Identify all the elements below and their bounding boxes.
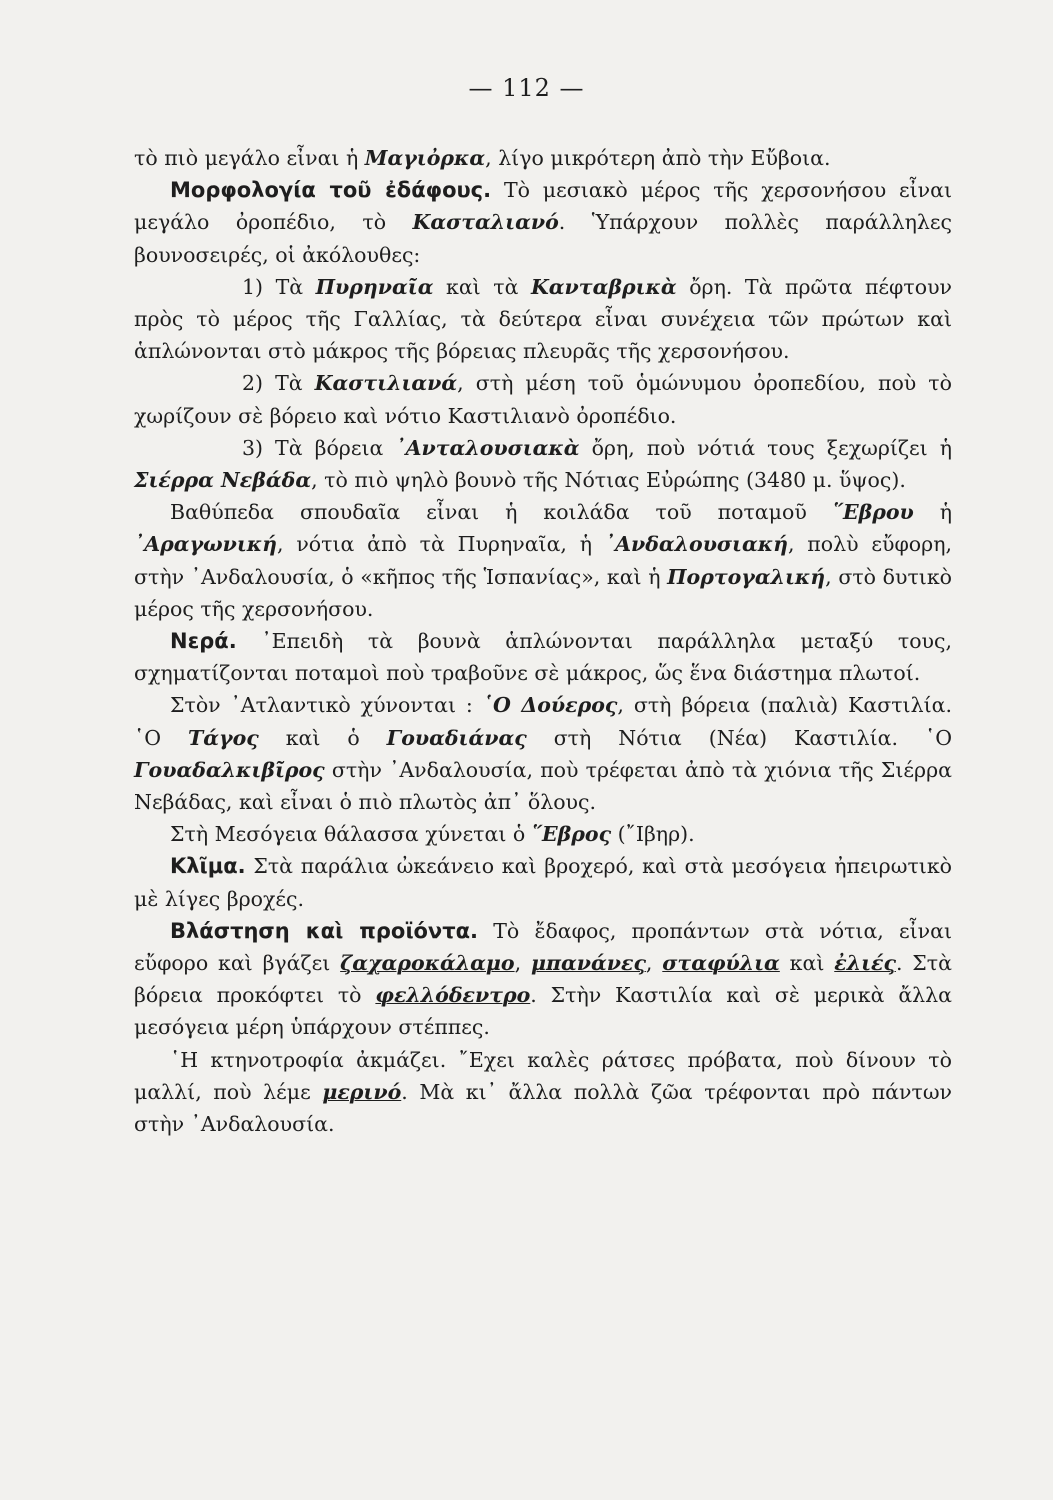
emphasis-guadalquivir: Γουαδαλκιβῖρος — [134, 757, 325, 782]
emphasis-ebro-river: ῞Εβρος — [531, 822, 612, 847]
text: , — [645, 951, 663, 976]
text: ὄρη, ποὺ νότιά τους ξεχωρίζει ἡ — [579, 435, 952, 460]
list-item-andalusian — [134, 432, 952, 496]
text: καὶ — [779, 951, 835, 976]
text: , πολὺ εὔφορη, στὴν ᾿Ανδαλουσία, ὁ «κῆπος τῆς Ἱσπανίας», καὶ ἡ — [134, 532, 952, 589]
text: Τὸ ἔδαφος, προπάντων στὰ νότια, εἶναι εὔφορο καὶ βγάζει — [134, 918, 952, 976]
emphasis-merino: μερινό — [322, 1079, 402, 1104]
text: , νότια ἀπὸ τὰ Πυρηναῖα, ἡ — [277, 532, 605, 557]
emphasis-aragonese: ᾿Αραγωνική — [134, 532, 278, 557]
paragraph-vegetation — [134, 915, 952, 1044]
paragraph-morphology — [134, 174, 952, 271]
text: Στὴ Μεσόγεια θάλασσα χύνεται ὁ — [170, 822, 532, 847]
text: στὴν ᾿Ανδαλουσία, ποὺ τρέφεται ἀπὸ τὰ χιόνια τῆς Σιέρρα Νεβάδας, καὶ εἶναι ὁ πιὸ πλωτὸς ἀπ᾿ ὅλους. — [134, 757, 952, 815]
emphasis-olives: ἐλιές — [834, 951, 896, 976]
paragraph-mediterranean-rivers — [134, 818, 952, 850]
text: ὄρη. Τὰ πρῶτα πέφτουν πρὸς τὸ μέρος τῆς Γαλλίας, τὰ δεύτερα εἶναι συνέχεια τῶν πρώτων καὶ ἁπλώνονται στὸ μάκρος τῆς βόρειας πλευρᾶς τῆς χερσονήσου. — [134, 274, 953, 364]
emphasis-andalusian: ᾿Ανδαλουσιακή — [604, 532, 788, 557]
text: , τὸ πιὸ ψηλὸ βουνὸ τῆς Νότιας Εὐρώπης (3480 μ. ὕψος). — [311, 468, 906, 493]
paragraph-climate — [134, 850, 952, 914]
emphasis-cork-oak: φελλόδεντρο — [375, 983, 531, 1008]
text: , στὸ δυτικὸ μέρος τῆς χερσονήσου. — [134, 564, 952, 621]
text: . Μὰ κι᾿ ἄλλα πολλὰ ζῶα τρέφονται πρὸ πάντων στὴν ᾿Ανδαλουσία. — [134, 1079, 952, 1137]
page-number: — 112 — — [468, 74, 585, 102]
emphasis-andalusian-mountains: ᾿Ανταλουσιακὰ — [395, 435, 580, 460]
emphasis-castalian: Κασταλιανό — [412, 210, 559, 235]
text: στὴ Νότια (Νέα) Καστιλία. ῾Ο — [526, 725, 952, 750]
paragraph-atlantic-rivers — [134, 689, 952, 818]
text: Τὸ μεσιακὸ μέρος τῆς χερσονήσου εἶναι μεγάλο ὀροπέδιο, τὸ — [134, 178, 953, 235]
emphasis-grapes: σταφύλια — [662, 951, 780, 976]
text: 2) Τὰ — [242, 371, 315, 396]
text: 1) Τὰ — [242, 274, 316, 299]
text: 3) Τὰ βόρεια — [242, 435, 396, 460]
list-item-pyrenees — [134, 271, 952, 368]
text: , στὴ μέση τοῦ ὁμώνυμου ὀροπεδίου, ποὺ τὸ χωρίζουν σὲ βόρειο καὶ νότιο Καστιλιανὸ ὀροπέδιο. — [134, 371, 952, 428]
emphasis-castilian-mountains: Καστιλιανά — [314, 371, 458, 396]
text: Βαθύπεδα σπουδαῖα εἶναι ἡ κοιλάδα τοῦ ποταμοῦ — [170, 500, 833, 525]
text: (῎Ιβηρ). — [611, 822, 695, 847]
paragraph-intro — [134, 142, 952, 174]
text: , λίγο μικρότερη ἀπὸ τὴν Εὔβοια. — [485, 146, 831, 170]
text: . Στὴν Καστιλία καὶ σὲ μερικὰ ἄλλα μεσόγεια μέρη ὑπάρχουν στέππες. — [134, 983, 952, 1040]
section-heading-vegetation: Βλάστηση καὶ προϊόντα. — [170, 918, 479, 943]
text: . Ὑπάρχουν πολλὲς παράλληλες βουνοσειρές, οἱ ἀκόλουθες: — [134, 210, 952, 267]
text: . Στὰ βόρεια προκόφτει τὸ — [134, 951, 952, 1008]
paragraph-livestock — [134, 1044, 952, 1141]
emphasis-portuguese: Πορτογαλική — [667, 564, 826, 589]
text: Στὰ παράλια ὠκεάνειο καὶ βροχερό, καὶ στὰ μεσόγεια ἠπειρωτικὸ μὲ λίγες βροχές. — [134, 854, 952, 911]
emphasis-tagus: Τάγος — [188, 725, 259, 750]
page-body — [134, 142, 952, 1140]
emphasis-bananas: μπανάνες — [530, 951, 646, 976]
text: ἡ — [913, 500, 952, 525]
emphasis-majorca: Μαγιὀρκα — [364, 146, 486, 170]
emphasis-pyrenees: Πυρηναῖα — [315, 274, 434, 299]
text: καὶ ὁ — [258, 725, 387, 750]
text: Στὸν ᾿Ατλαντικὸ χύνονται : — [170, 693, 483, 718]
text: ῾Η κτηνοτροφία ἀκμάζει. ῎Εχει καλὲς ράτσες πρόβατα, ποὺ δίνουν τὸ μαλλί, ποὺ λέμε — [134, 1047, 952, 1104]
text: ᾿Επειδὴ τὰ βουνὰ ἁπλώνονται παράλληλα μεταξύ τους, σχηματίζονται ποταμοὶ ποὺ τραβοῦνε σὲ μάκρος, ὥς ἕνα διάστημα πλωτοί. — [134, 629, 952, 686]
emphasis-guadiana: Γουαδιάνας — [386, 725, 527, 750]
text: καὶ τὰ — [433, 274, 531, 299]
paragraph-valleys — [134, 496, 952, 625]
emphasis-douro: ῾Ο Δούερος — [482, 693, 618, 718]
section-heading-morphology: Μορφολογία τοῦ ἐδάφους. — [170, 178, 492, 203]
emphasis-cantabrian: Κανταβρικὰ — [530, 274, 677, 299]
list-item-castilian — [134, 367, 952, 431]
emphasis-sugarcane: ζαχαροκάλαμο — [340, 951, 515, 976]
paragraph-waters — [134, 625, 952, 689]
text: , στὴ βόρεια (παλιὰ) Καστιλία. ῾Ο — [134, 693, 952, 750]
emphasis-ebro: ῞Εβρου — [832, 500, 914, 525]
section-heading-climate: Κλῖμα. — [170, 854, 246, 879]
text: τὸ πιὸ μεγάλο εἶναι ἡ — [134, 146, 365, 170]
section-heading-waters: Νερά. — [170, 629, 237, 654]
emphasis-sierra-nevada: Σιέρρα Νεβάδα — [134, 468, 312, 493]
text: , — [514, 951, 531, 976]
